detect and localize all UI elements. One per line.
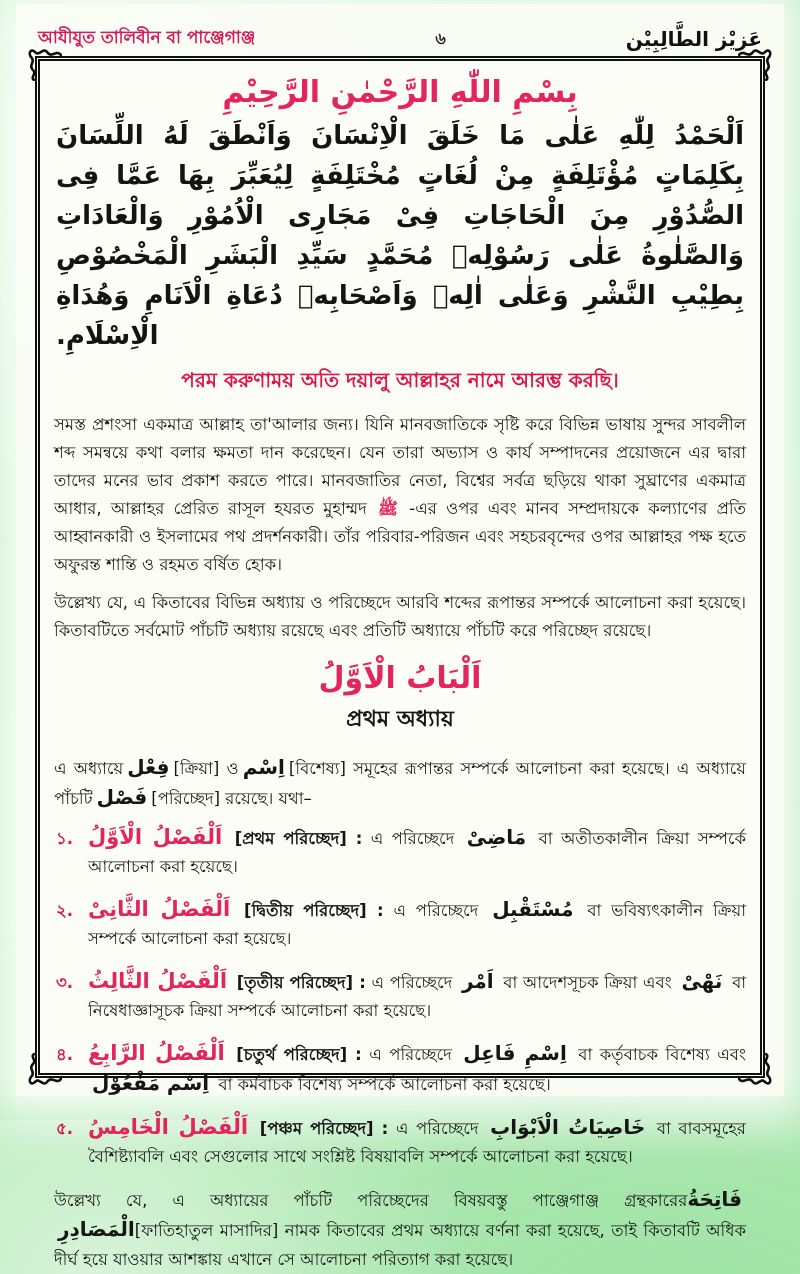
item-text-post: বা কর্মবাচক বিশেষ্য সম্পর্কে আলোচনা করা হয়েছে। [218, 1075, 551, 1094]
item-arabic-title: اَلْفَصْلُ الثَّانِىْ [88, 897, 231, 921]
item-text-mid: বা আদেশসূচক ক্রিয়া এবং [503, 973, 672, 992]
item-arabic-term: اِسْمِ فَاعِل [463, 1041, 567, 1065]
closing-text-2: [ফাতিহাতুল মাসাদির] নামক কিতাবের প্রথম অধ্যায়ে বর্ণনা করা হয়েছে, তাই কিতাবটি অধিক দীর্ঘ হয়ে যাওয়ার আশঙ্কায় এখানে সে আলোচনা পরিত্যাগ করা হয়েছে। [54, 1221, 746, 1269]
intro-arabic-fasl: فَصْل [96, 785, 148, 809]
item-text-post: বা নিষেধাজ্ঞাসূচক ক্রিয়া সম্পর্কে আলোচনা করা হয়েছে। [88, 973, 747, 1020]
item-arabic-title: اَلْفَصْلُ الْخَامِسُ [88, 1115, 249, 1139]
preface-paragraph-1 [54, 411, 746, 579]
chapter-intro-paragraph [54, 753, 746, 813]
item-bangla-label: [প্রথম পরিচ্ছেদ] : [234, 829, 363, 848]
item-text-pre: এ পরিচ্ছেদে [371, 973, 453, 992]
intro-text-2: [ক্রিয়া] ও [173, 759, 239, 778]
item-text-pre: এ পরিচ্ছেদে [370, 829, 455, 848]
list-item-4 [54, 1039, 746, 1099]
preface-paragraph-1-text-b: -এর ওপর এবং মানব সম্প্রদায়কে কল্যাণের প্রতি আহ্বানকারী ও ইসলামের পথ প্রদর্শনকারী। তাঁর পরিবার-পরিজন এবং সহচরবৃন্দের ওপর আল্লাহর পক্ষ হতে অফুরন্ত শান্তি ও রহমত বর্ষিত হোক। [54, 499, 747, 574]
item-bangla-label: [পঞ্চম পরিচ্ছেদ] : [259, 1119, 389, 1138]
closing-text-1: উল্লেখ্য যে, এ অধ্যায়ের পাঁচটি পরিচ্ছেদের বিষয়বস্তু পাঞ্জেগাঞ্জ গ্রন্থকারের [54, 1191, 688, 1210]
item-number: ২. [56, 901, 73, 920]
intro-text-1: এ অধ্যায়ে [54, 759, 124, 778]
chapter-heading-bangla: প্রথম অধ্যায় [346, 707, 454, 732]
item-arabic-title: اَلْفَصْلُ الثَّالِثُ [88, 969, 228, 993]
preface-paragraph-1-text-a: সমস্ত প্রশংসা একমাত্র আল্লাহ তা'আলার জন্য। যিনি মানবজাতিকে সৃষ্টি করে বিভিন্ন ভাষায় সুন্দর সাবলীল শব্দ সমন্বয়ে কথা বলার ক্ষমতা দান করেছেন। যেন তারা অভ্যাস ও কার্য সম্পাদনের প্রয়োজনে এর দ্বারা তাদের মনের ভাব প্রকাশ করতে পারে। মানবজাতির নেতা, বিশ্বের সর্বত্র ছড়িয়ে থাকা সুঘ্রাণের একমাত্র আধার, আল্লাহর প্রেরিত রাসূল হযরত মুহাম্মদ [54, 415, 746, 518]
closing-arabic-title: فَاتِحَةُ الْمَصَادِرِ [58, 1187, 742, 1241]
item-arabic-term: مَاضِىْ [466, 825, 527, 849]
list-item-2 [54, 895, 746, 953]
item-arabic-term-2: اِسْم مَفْعُوْل [92, 1071, 210, 1095]
sallallahu-ligature: ﷺ [378, 499, 398, 518]
item-bangla-label: [দ্বিতীয় পরিচ্ছেদ] : [244, 901, 384, 920]
closing-paragraph [54, 1185, 746, 1274]
item-arabic-term: خَاصِيَاتُ الْاَبْوَابِ [490, 1115, 646, 1139]
page-frame [35, 56, 765, 1269]
list-item-1 [54, 823, 746, 881]
item-arabic-title: اَلْفَصْلُ الْاَوَّلُ [88, 825, 223, 849]
item-text-post: বা বাবসমূহের বৈশিষ্ট্যাবলি এবং সেগুলোর সাথে সংশ্লিষ্ট বিষয়াবলি সম্পর্কে আলোচনা করা হয়েছে। [88, 1119, 746, 1166]
preface-paragraph-2: উল্লেখ্য যে, এ কিতাবের বিভিন্ন অধ্যায় ও পরিচ্ছেদে আরবি শব্দের রূপান্তর সম্পর্কে আলোচনা করা হয়েছে। কিতাবটিতে সর্বমোট পাঁচটি অধ্যায় রয়েছে এবং প্রতিটি অধ্যায়ে পাঁচটি করে পরিচ্ছেদ রয়েছে। [54, 593, 746, 640]
item-text-mid: বা কর্তৃবাচক বিশেষ্য এবং [578, 1045, 747, 1064]
intro-text-3: [বিশেষ্য] সমূহের রূপান্তর সম্পর্কে আলোচনা করা হয়েছে। এ অধ্যায়ে পাঁচটি [54, 759, 746, 808]
section-list [54, 823, 746, 1171]
item-arabic-term-2: نَهْىْ [681, 969, 723, 993]
item-bangla-label: [চতুর্থ পরিচ্ছেদ] : [236, 1045, 362, 1064]
item-bangla-label: [তৃতীয় পরিচ্ছেদ] : [236, 973, 366, 992]
item-text-pre: এ পরিচ্ছেদে [393, 901, 479, 920]
page-number: ৬ [435, 28, 446, 48]
item-number: ৩. [56, 973, 73, 992]
item-text-pre: এ পরিচ্ছেদে [369, 1045, 452, 1064]
arabic-preface-paragraph: اَلْحَمْدُ لِلّٰهِ عَلٰى مَا خَلَقَ الْاِنْسَانَ وَاَنْطَقَ لَهُ اللِّسَانَ بِكَلِمَاتٍ مُؤْتَلِفَةٍ مِنْ لُغَاتٍ مُخْتَلِفَةٍ لِيُعَبِّرَ بِهَا عَمَّا فِى الصُّدُوْرِ مِنَ الْحَاجَاتِ فِىْ مَجَارِى الْاُمُوْرِ وَالْعَادَاتِ وَالصَّلٰوةُ عَلٰى رَسُوْلِهٖ مُحَمَّدٍ سَيِّدِ الْبَشَرِ الْمَخْصُوْصِ بِطِيْبِ النَّشْرِ وَعَلٰى اٰلِهٖ وَاَصْحَابِهٖ دُعَاةِ الْاَنَامِ وَهُدَاةِ الْاِسْلَامِ. [56, 121, 744, 351]
item-number: ৫. [56, 1119, 73, 1138]
basmala-calligraphy: بِسْمِ اللّٰهِ الرَّحْمٰنِ الرَّحِيْمِ [222, 75, 578, 110]
list-item-5 [54, 1113, 746, 1171]
header-book-title-bangla: আযীযুত তালিবীন বা পাঞ্জেগাঞ্জ [38, 28, 256, 48]
item-arabic-title: اَلْفَصْلُ الرَّابِعُ [88, 1041, 225, 1065]
intro-arabic-fil: فِعْل [127, 755, 170, 779]
list-item-3 [54, 967, 746, 1025]
page-header [38, 26, 762, 52]
chapter-heading-arabic: اَلْبَابُ الْاَوَّلُ [318, 661, 482, 696]
item-text-post: বা অতীতকালীন ক্রিয়া সম্পর্কে আলোচনা করা হয়েছে। [88, 829, 747, 876]
intro-text-4: [পরিচ্ছেদ] রয়েছে। যথা– [151, 789, 312, 808]
page-content [54, 67, 747, 1269]
item-text-post: বা ভবিষ্যৎকালীন ক্রিয়া সম্পর্কে আলোচনা করা হয়েছে। [88, 901, 747, 948]
item-number: ৪. [56, 1045, 73, 1064]
item-arabic-term: مُسْتَقْبِل [492, 897, 574, 921]
item-text-pre: এ পরিচ্ছেদে [395, 1119, 479, 1138]
item-arabic-term: اَمْر [461, 969, 494, 993]
header-book-title-arabic: عَزِيْز الطَّالِبِيْن [625, 27, 762, 51]
item-number: ১. [56, 829, 73, 848]
bangla-basmala-translation-heading: পরম করুণাময় অতি দয়ালু আল্লাহর নামে আরম্ভ করছি। [181, 368, 619, 392]
intro-arabic-ism: اِسْم [242, 755, 285, 779]
